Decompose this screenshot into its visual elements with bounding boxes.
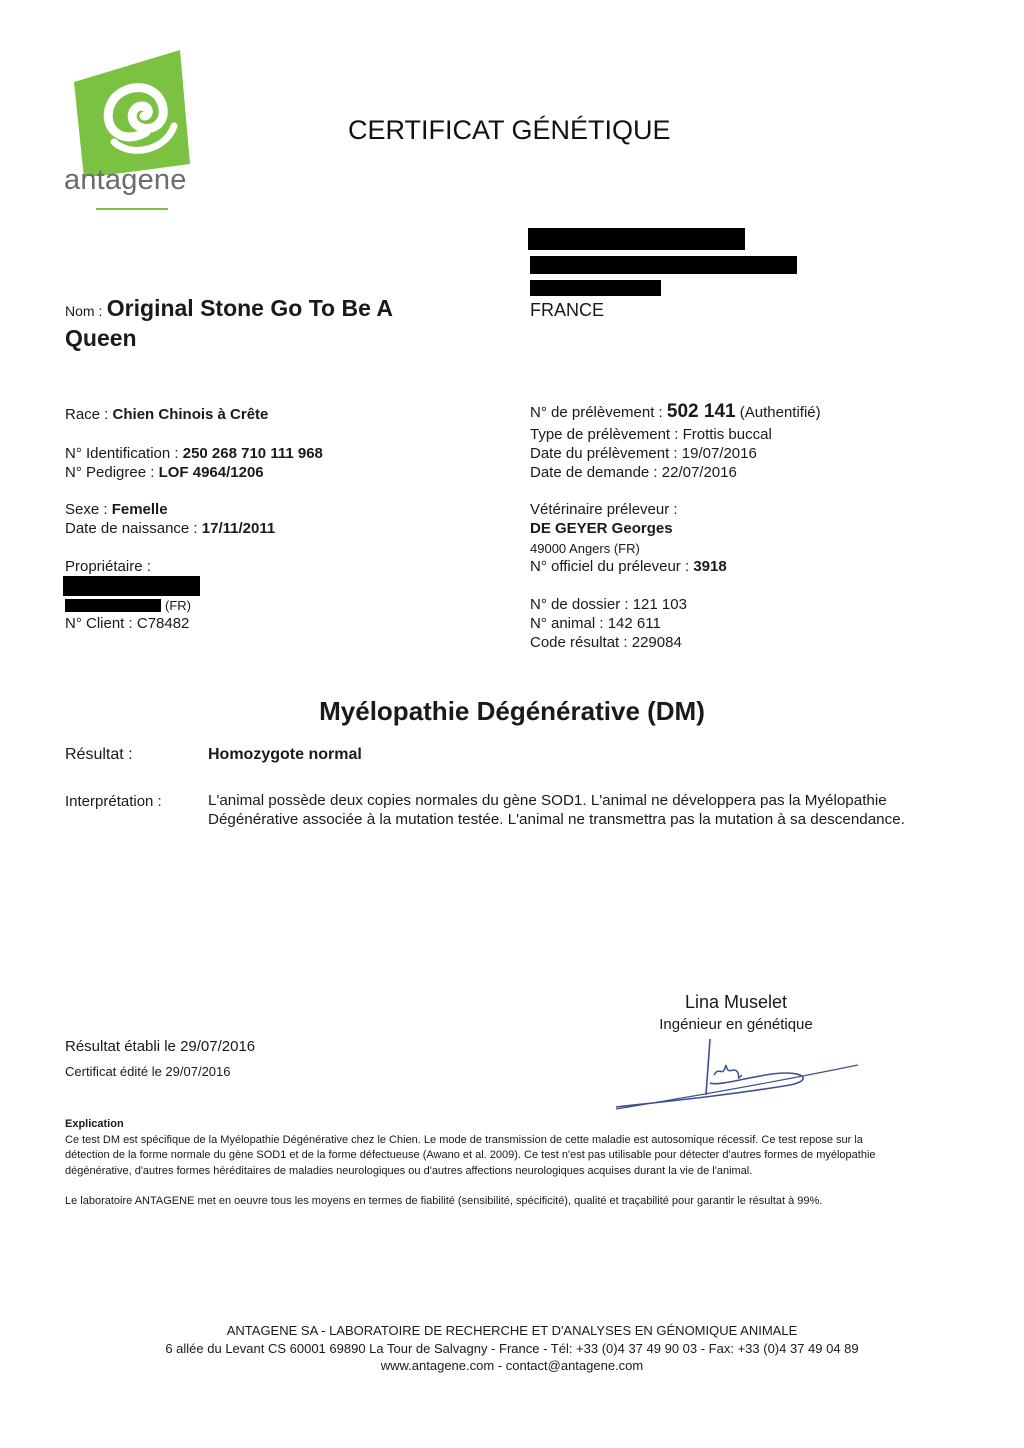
- sample-date-row: [530, 444, 757, 463]
- pedigree-value: LOF 4964/1206: [158, 464, 264, 481]
- owner-label: Propriétaire :: [65, 558, 151, 575]
- result-code-value: 229084: [631, 634, 682, 651]
- owner-country-code: (FR): [165, 598, 191, 613]
- sample-number-value: 502 141: [666, 401, 736, 422]
- interpretation-line-1: L'animal possède deux copies normales du gène SOD1. L'animal ne développera pas la Myélopathie: [208, 792, 887, 809]
- footer: [0, 1322, 1024, 1375]
- pedigree-row: [65, 463, 264, 482]
- sample-date-value: 19/07/2016: [681, 445, 757, 462]
- antagene-logo: [62, 46, 212, 216]
- sample-date-label: Date du prélèvement :: [530, 445, 678, 462]
- sample-number-row: [530, 402, 821, 422]
- sample-number-label: N° de prélèvement :: [530, 404, 663, 421]
- request-date-value: 22/07/2016: [661, 464, 737, 481]
- recipient-country: FRANCE: [530, 300, 605, 320]
- redacted-address-line-3: [530, 280, 661, 296]
- birth-row: [65, 519, 275, 538]
- request-date-label: Date de demande :: [530, 464, 658, 481]
- handwritten-signature: [610, 1035, 870, 1115]
- vet-official-value: 3918: [693, 558, 727, 575]
- vet-name: DE GEYER Georges: [530, 520, 673, 537]
- request-date-row: [530, 463, 737, 482]
- footer-address-line: 6 allée du Levant CS 60001 69890 La Tour de Salvagny - France - Tél: +33 (0)4 37 49 90 03 - Fax: +33 (0)4 37 49 04 89: [165, 1340, 859, 1356]
- vet-label: Vétérinaire préleveur :: [530, 501, 678, 518]
- sample-type-value: Frottis buccal: [682, 426, 772, 443]
- vet-official-row: [530, 557, 727, 576]
- vet-city: 49000 Angers (FR): [530, 541, 640, 556]
- birth-label: Date de naissance :: [65, 520, 198, 537]
- sex-value: Femelle: [111, 501, 168, 518]
- footer-company-line: ANTAGENE SA - LABORATOIRE DE RECHERCHE ET D'ANALYSES EN GÉNOMIQUE ANIMALE: [226, 1323, 798, 1338]
- result-code-label: Code résultat :: [530, 634, 628, 651]
- signatory-role: Ingénieur en génétique: [659, 1016, 813, 1033]
- logo-brand-text: antagene: [64, 164, 187, 196]
- result-code-row: [530, 633, 682, 652]
- test-title: Myélopathie Dégénérative (DM): [319, 696, 705, 726]
- client-value: C78482: [136, 615, 190, 632]
- certificate-edited-date: Certificat édité le 29/07/2016: [65, 1064, 231, 1079]
- dossier-value: 121 103: [632, 596, 687, 613]
- interpretation-line-2: Dégénérative associée à la mutation testée. L'animal ne transmettra pas la mutation à sa descendance.: [208, 811, 905, 828]
- animal-name-block: [65, 293, 485, 353]
- animal-number-label: N° animal :: [530, 615, 604, 632]
- explanation-title: Explication: [65, 1118, 124, 1130]
- dossier-row: [530, 595, 687, 614]
- explanation-line-3: dégénérative, d'autres formes héréditaires de maladies neurologiques ou d'autres affections neurologiques acquises durant la vie de l'animal.: [65, 1164, 753, 1177]
- sample-type-label: Type de prélèvement :: [530, 426, 679, 443]
- pedigree-label: N° Pedigree :: [65, 464, 155, 481]
- sex-label: Sexe :: [65, 501, 108, 518]
- breed-row: [65, 405, 268, 424]
- animal-name-line2: Queen: [65, 325, 137, 351]
- page-title: CERTIFICAT GÉNÉTIQUE: [348, 115, 671, 145]
- quality-statement: Le laboratoire ANTAGENE met en oeuvre tous les moyens en termes de fiabilité (sensibilité, spécificité), qualité et traçabilité pour garantir le résultat à 99%.: [65, 1195, 823, 1207]
- birth-value: 17/11/2011: [201, 520, 276, 537]
- redacted-address-line-1: [528, 228, 745, 250]
- breed-label: Race :: [65, 406, 109, 423]
- sample-number-suffix: (Authentifié): [739, 404, 821, 421]
- result-established-date: Résultat établi le 29/07/2016: [65, 1038, 256, 1055]
- animal-number-row: [530, 614, 661, 633]
- animal-number-value: 142 611: [607, 615, 661, 632]
- logo-underline: [96, 208, 168, 210]
- identification-row: [65, 444, 323, 463]
- result-label: Résultat :: [65, 746, 133, 763]
- explanation-line-1: Ce test DM est spécifique de la Myélopathie Dégénérative chez le Chien. Le mode de transmission de cette maladie est autosomique récessif. Ce test repose sur la: [65, 1133, 863, 1146]
- explanation-block: [65, 1117, 965, 1210]
- name-label: Nom :: [65, 303, 103, 319]
- animal-name-line1: Original Stone Go To Be A: [106, 295, 394, 321]
- signatory-name: Lina Muselet: [684, 992, 788, 1012]
- redacted-owner-city: [65, 599, 161, 612]
- interpretation-text: [208, 791, 968, 829]
- interpretation-label: Interprétation :: [65, 793, 162, 810]
- breed-value: Chien Chinois à Crête: [112, 406, 269, 423]
- logo-wordmark: [64, 164, 187, 197]
- identification-value: 250 268 710 111 968: [182, 445, 323, 462]
- dossier-label: N° de dossier :: [530, 596, 629, 613]
- client-row: [65, 614, 189, 633]
- vet-official-label: N° officiel du préleveur :: [530, 558, 690, 575]
- redacted-address-line-2: [530, 256, 797, 274]
- explanation-line-2: détection de la forme normale du gène SOD1 et de la forme défectueuse (Awano et al. 2009). Ce test n'est pas utilisable pour détecter d'autres formes de myélopathie: [65, 1149, 876, 1161]
- footer-web-line: www.antagene.com - contact@antagene.com: [380, 1358, 644, 1373]
- client-label: N° Client :: [65, 615, 133, 632]
- spiral-e-logo-icon: [62, 46, 212, 176]
- sex-row: [65, 500, 168, 519]
- sample-type-row: [530, 425, 772, 444]
- identification-label: N° Identification :: [65, 445, 179, 462]
- redacted-owner-name: [63, 576, 200, 596]
- result-value: Homozygote normal: [208, 746, 362, 763]
